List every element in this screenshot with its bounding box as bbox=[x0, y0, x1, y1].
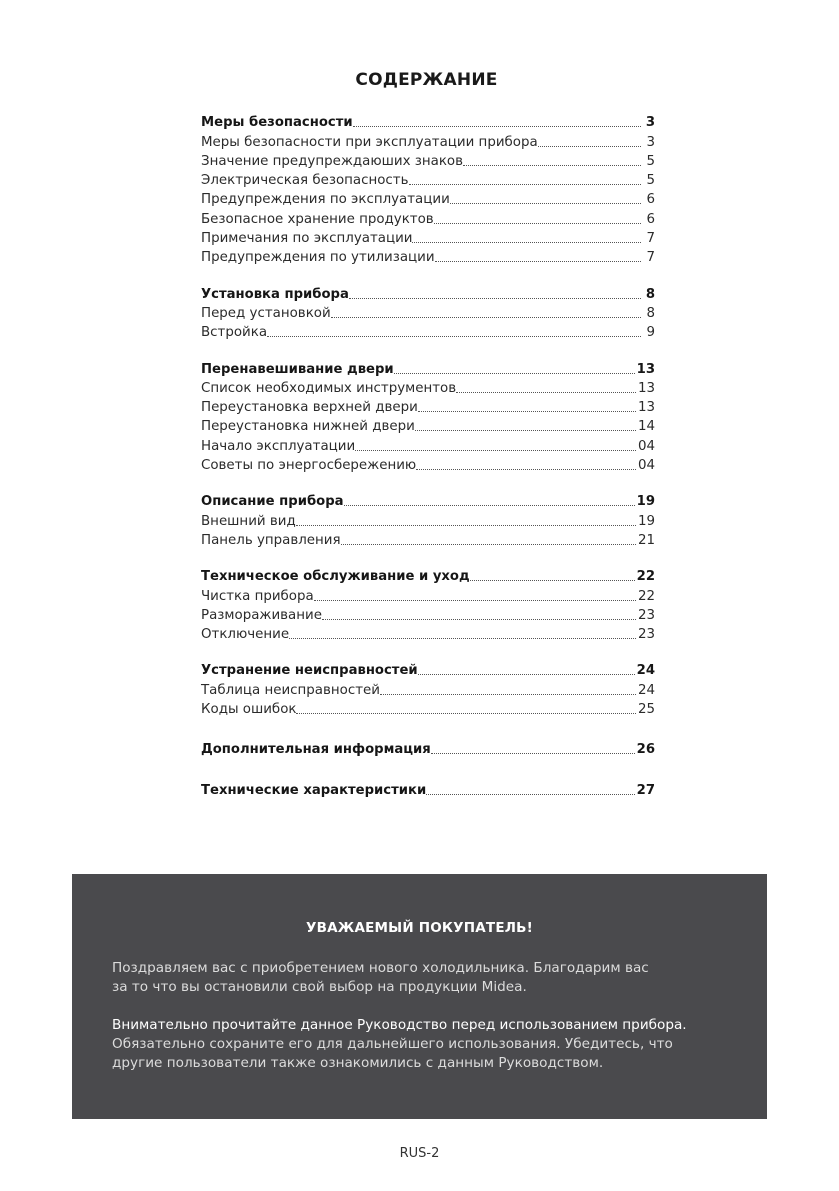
toc-section-heading[interactable] bbox=[201, 738, 655, 757]
toc-entry-label: Список необходимых инструментов bbox=[201, 380, 457, 396]
toc-entry-page: 21 bbox=[637, 532, 655, 548]
section-spacer bbox=[201, 548, 655, 565]
toc-entry-page: 25 bbox=[637, 702, 655, 718]
toc-entry-page: 23 bbox=[637, 627, 655, 643]
section-spacer bbox=[201, 473, 655, 490]
toc-section-heading-label: Дополнительная информация bbox=[201, 742, 431, 758]
dot-leader bbox=[463, 165, 641, 166]
dot-leader bbox=[426, 794, 634, 795]
toc-section-heading-label: Установка прибора bbox=[201, 286, 349, 302]
toc-section-heading-page: 8 bbox=[645, 286, 655, 302]
table-of-contents bbox=[201, 111, 655, 798]
toc-entry-label: Советы по энергосбережению bbox=[201, 458, 417, 474]
toc-entry[interactable] bbox=[201, 150, 655, 169]
toc-section-heading-page: 26 bbox=[636, 742, 655, 758]
toc-entry-page: 6 bbox=[646, 192, 655, 208]
toc-entry-label: Коды ошибок bbox=[201, 702, 297, 718]
toc-entry-page: 7 bbox=[646, 231, 655, 247]
toc-title: СОДЕРЖАНИЕ bbox=[355, 70, 498, 90]
toc-entry-label: Чистка прибора bbox=[201, 588, 314, 604]
toc-entry[interactable] bbox=[201, 396, 655, 415]
greeting-line: за то что вы остановили свой выбор на продукции Midea. bbox=[112, 979, 527, 995]
toc-section-heading-label: Устранение неисправностей bbox=[201, 663, 418, 679]
toc-entry-page: 7 bbox=[646, 250, 655, 266]
toc-entry[interactable] bbox=[201, 169, 655, 188]
section-spacer bbox=[201, 340, 655, 357]
toc-entry-page: 04 bbox=[637, 458, 655, 474]
dot-leader bbox=[418, 411, 636, 412]
section-spacer bbox=[201, 265, 655, 282]
dot-leader bbox=[470, 580, 635, 581]
greeting-note bbox=[112, 1016, 752, 1073]
dot-leader bbox=[349, 298, 641, 299]
toc-section-heading[interactable] bbox=[201, 111, 655, 130]
toc-entry-label: Размораживание bbox=[201, 607, 322, 623]
toc-entry-label: Предупреждения по эксплуатации bbox=[201, 192, 450, 208]
toc-entry[interactable] bbox=[201, 130, 655, 149]
toc-section-heading-label: Техническое обслуживание и уход bbox=[201, 569, 470, 585]
toc-section-heading-label: Перенавешивание двери bbox=[201, 361, 394, 377]
dot-leader bbox=[416, 469, 636, 470]
toc-entry-label: Переустановка верхней двери bbox=[201, 400, 418, 416]
toc-entry-page: 9 bbox=[646, 325, 655, 341]
dot-leader bbox=[456, 392, 636, 393]
toc-entry[interactable] bbox=[201, 246, 655, 265]
toc-entry[interactable] bbox=[201, 434, 655, 453]
dot-leader bbox=[434, 223, 641, 224]
dot-leader bbox=[415, 430, 636, 431]
toc-entry-label: Меры безопасности при эксплуатации прибора bbox=[201, 134, 538, 150]
toc-entry-label: Отключение bbox=[201, 627, 290, 643]
toc-entry-page: 6 bbox=[646, 211, 655, 227]
toc-section-heading-label: Описание прибора bbox=[201, 494, 344, 510]
toc-entry[interactable] bbox=[201, 321, 655, 340]
greeting-title: УВАЖАЕМЫЙ ПОКУПАТЕЛЬ! bbox=[305, 920, 534, 936]
dot-leader bbox=[409, 184, 642, 185]
dot-leader bbox=[538, 146, 641, 147]
dot-leader bbox=[355, 450, 636, 451]
toc-entry-page: 8 bbox=[646, 305, 655, 321]
toc-entry[interactable] bbox=[201, 377, 655, 396]
toc-entry-page: 22 bbox=[637, 588, 655, 604]
greeting-line: Поздравляем вас с приобретением нового холодильника. Благодарим вас bbox=[112, 960, 649, 976]
dot-leader bbox=[314, 600, 636, 601]
toc-section-heading[interactable] bbox=[201, 490, 655, 509]
greeting-panel bbox=[72, 874, 767, 1119]
toc-entry-label: Предупреждения по утилизации bbox=[201, 250, 435, 266]
toc-entry-page: 14 bbox=[637, 419, 655, 435]
toc-entry-page: 23 bbox=[637, 607, 655, 623]
toc-entry-page: 04 bbox=[637, 438, 655, 454]
page-number: RUS-2 bbox=[399, 1146, 440, 1161]
toc-entry[interactable] bbox=[201, 623, 655, 642]
dot-leader bbox=[418, 674, 635, 675]
greeting-line: Обязательно сохраните его для дальнейшего использования. Убедитесь, что bbox=[112, 1036, 673, 1052]
dot-leader bbox=[267, 336, 641, 337]
toc-section-heading[interactable] bbox=[201, 282, 655, 301]
toc-entry-label: Встройка bbox=[201, 325, 268, 341]
toc-section-heading-page: 24 bbox=[636, 663, 655, 679]
toc-entry-label: Таблица неисправностей bbox=[201, 682, 380, 698]
greeting-note-emphasis: Внимательно прочитайте данное Руководство перед использованием прибора. bbox=[112, 1017, 687, 1033]
dot-leader bbox=[341, 544, 636, 545]
toc-entry-label: Переустановка нижней двери bbox=[201, 419, 415, 435]
toc-entry-page: 13 bbox=[637, 400, 655, 416]
dot-leader bbox=[344, 505, 635, 506]
toc-entry-page: 13 bbox=[637, 380, 655, 396]
toc-section-heading-page: 3 bbox=[645, 115, 655, 131]
toc-entry[interactable] bbox=[201, 227, 655, 246]
toc-entry[interactable] bbox=[201, 302, 655, 321]
greeting-paragraph bbox=[112, 959, 752, 997]
dot-leader bbox=[331, 317, 641, 318]
section-spacer bbox=[201, 717, 655, 738]
dot-leader bbox=[322, 619, 636, 620]
toc-entry-label: Безопасное хранение продуктов bbox=[201, 211, 434, 227]
toc-section-heading-label: Меры безопасности bbox=[201, 115, 353, 131]
dot-leader bbox=[296, 525, 636, 526]
toc-section-heading-label: Технические характеристики bbox=[201, 782, 427, 798]
dot-leader bbox=[380, 694, 636, 695]
toc-entry[interactable] bbox=[201, 604, 655, 623]
toc-entry-label: Панель управления bbox=[201, 532, 341, 548]
toc-entry-page: 24 bbox=[637, 682, 655, 698]
dot-leader bbox=[431, 753, 635, 754]
toc-entry[interactable] bbox=[201, 698, 655, 717]
toc-section-heading-page: 27 bbox=[636, 782, 655, 798]
toc-entry-page: 19 bbox=[637, 513, 655, 529]
section-spacer bbox=[201, 642, 655, 659]
toc-entry-page: 3 bbox=[646, 134, 655, 150]
toc-entry[interactable] bbox=[201, 529, 655, 548]
toc-section-heading-page: 19 bbox=[636, 494, 655, 510]
toc-entry-label: Внешний вид bbox=[201, 513, 296, 529]
toc-entry-label: Примечания по эксплуатации bbox=[201, 231, 413, 247]
toc-section-heading[interactable] bbox=[201, 659, 655, 678]
toc-entry[interactable] bbox=[201, 509, 655, 528]
toc-entry-label: Электрическая безопасность bbox=[201, 173, 409, 189]
toc-section-heading-page: 13 bbox=[636, 361, 655, 377]
dot-leader bbox=[435, 261, 641, 262]
toc-entry-label: Значение предупреждаюших знаков bbox=[201, 153, 464, 169]
toc-entry[interactable] bbox=[201, 454, 655, 473]
toc-entry[interactable] bbox=[201, 584, 655, 603]
toc-entry[interactable] bbox=[201, 678, 655, 697]
dot-leader bbox=[296, 713, 635, 714]
toc-section-heading-page: 22 bbox=[636, 569, 655, 585]
greeting-line: другие пользователи также ознакомились с данным Руководством. bbox=[112, 1055, 604, 1071]
toc-section-heading[interactable] bbox=[201, 565, 655, 584]
toc-entry-label: Начало эксплуатации bbox=[201, 438, 356, 454]
dot-leader bbox=[289, 638, 636, 639]
toc-entry-page: 5 bbox=[646, 173, 655, 189]
dot-leader bbox=[394, 373, 635, 374]
toc-entry[interactable] bbox=[201, 188, 655, 207]
toc-entry-label: Перед установкой bbox=[201, 305, 331, 321]
dot-leader bbox=[450, 203, 641, 204]
toc-entry-page: 5 bbox=[646, 153, 655, 169]
dot-leader bbox=[412, 242, 641, 243]
toc-entry[interactable] bbox=[201, 207, 655, 226]
section-spacer bbox=[201, 757, 655, 778]
dot-leader bbox=[353, 126, 641, 127]
toc-entry[interactable] bbox=[201, 415, 655, 434]
toc-section-heading[interactable] bbox=[201, 357, 655, 376]
toc-section-heading[interactable] bbox=[201, 778, 655, 797]
